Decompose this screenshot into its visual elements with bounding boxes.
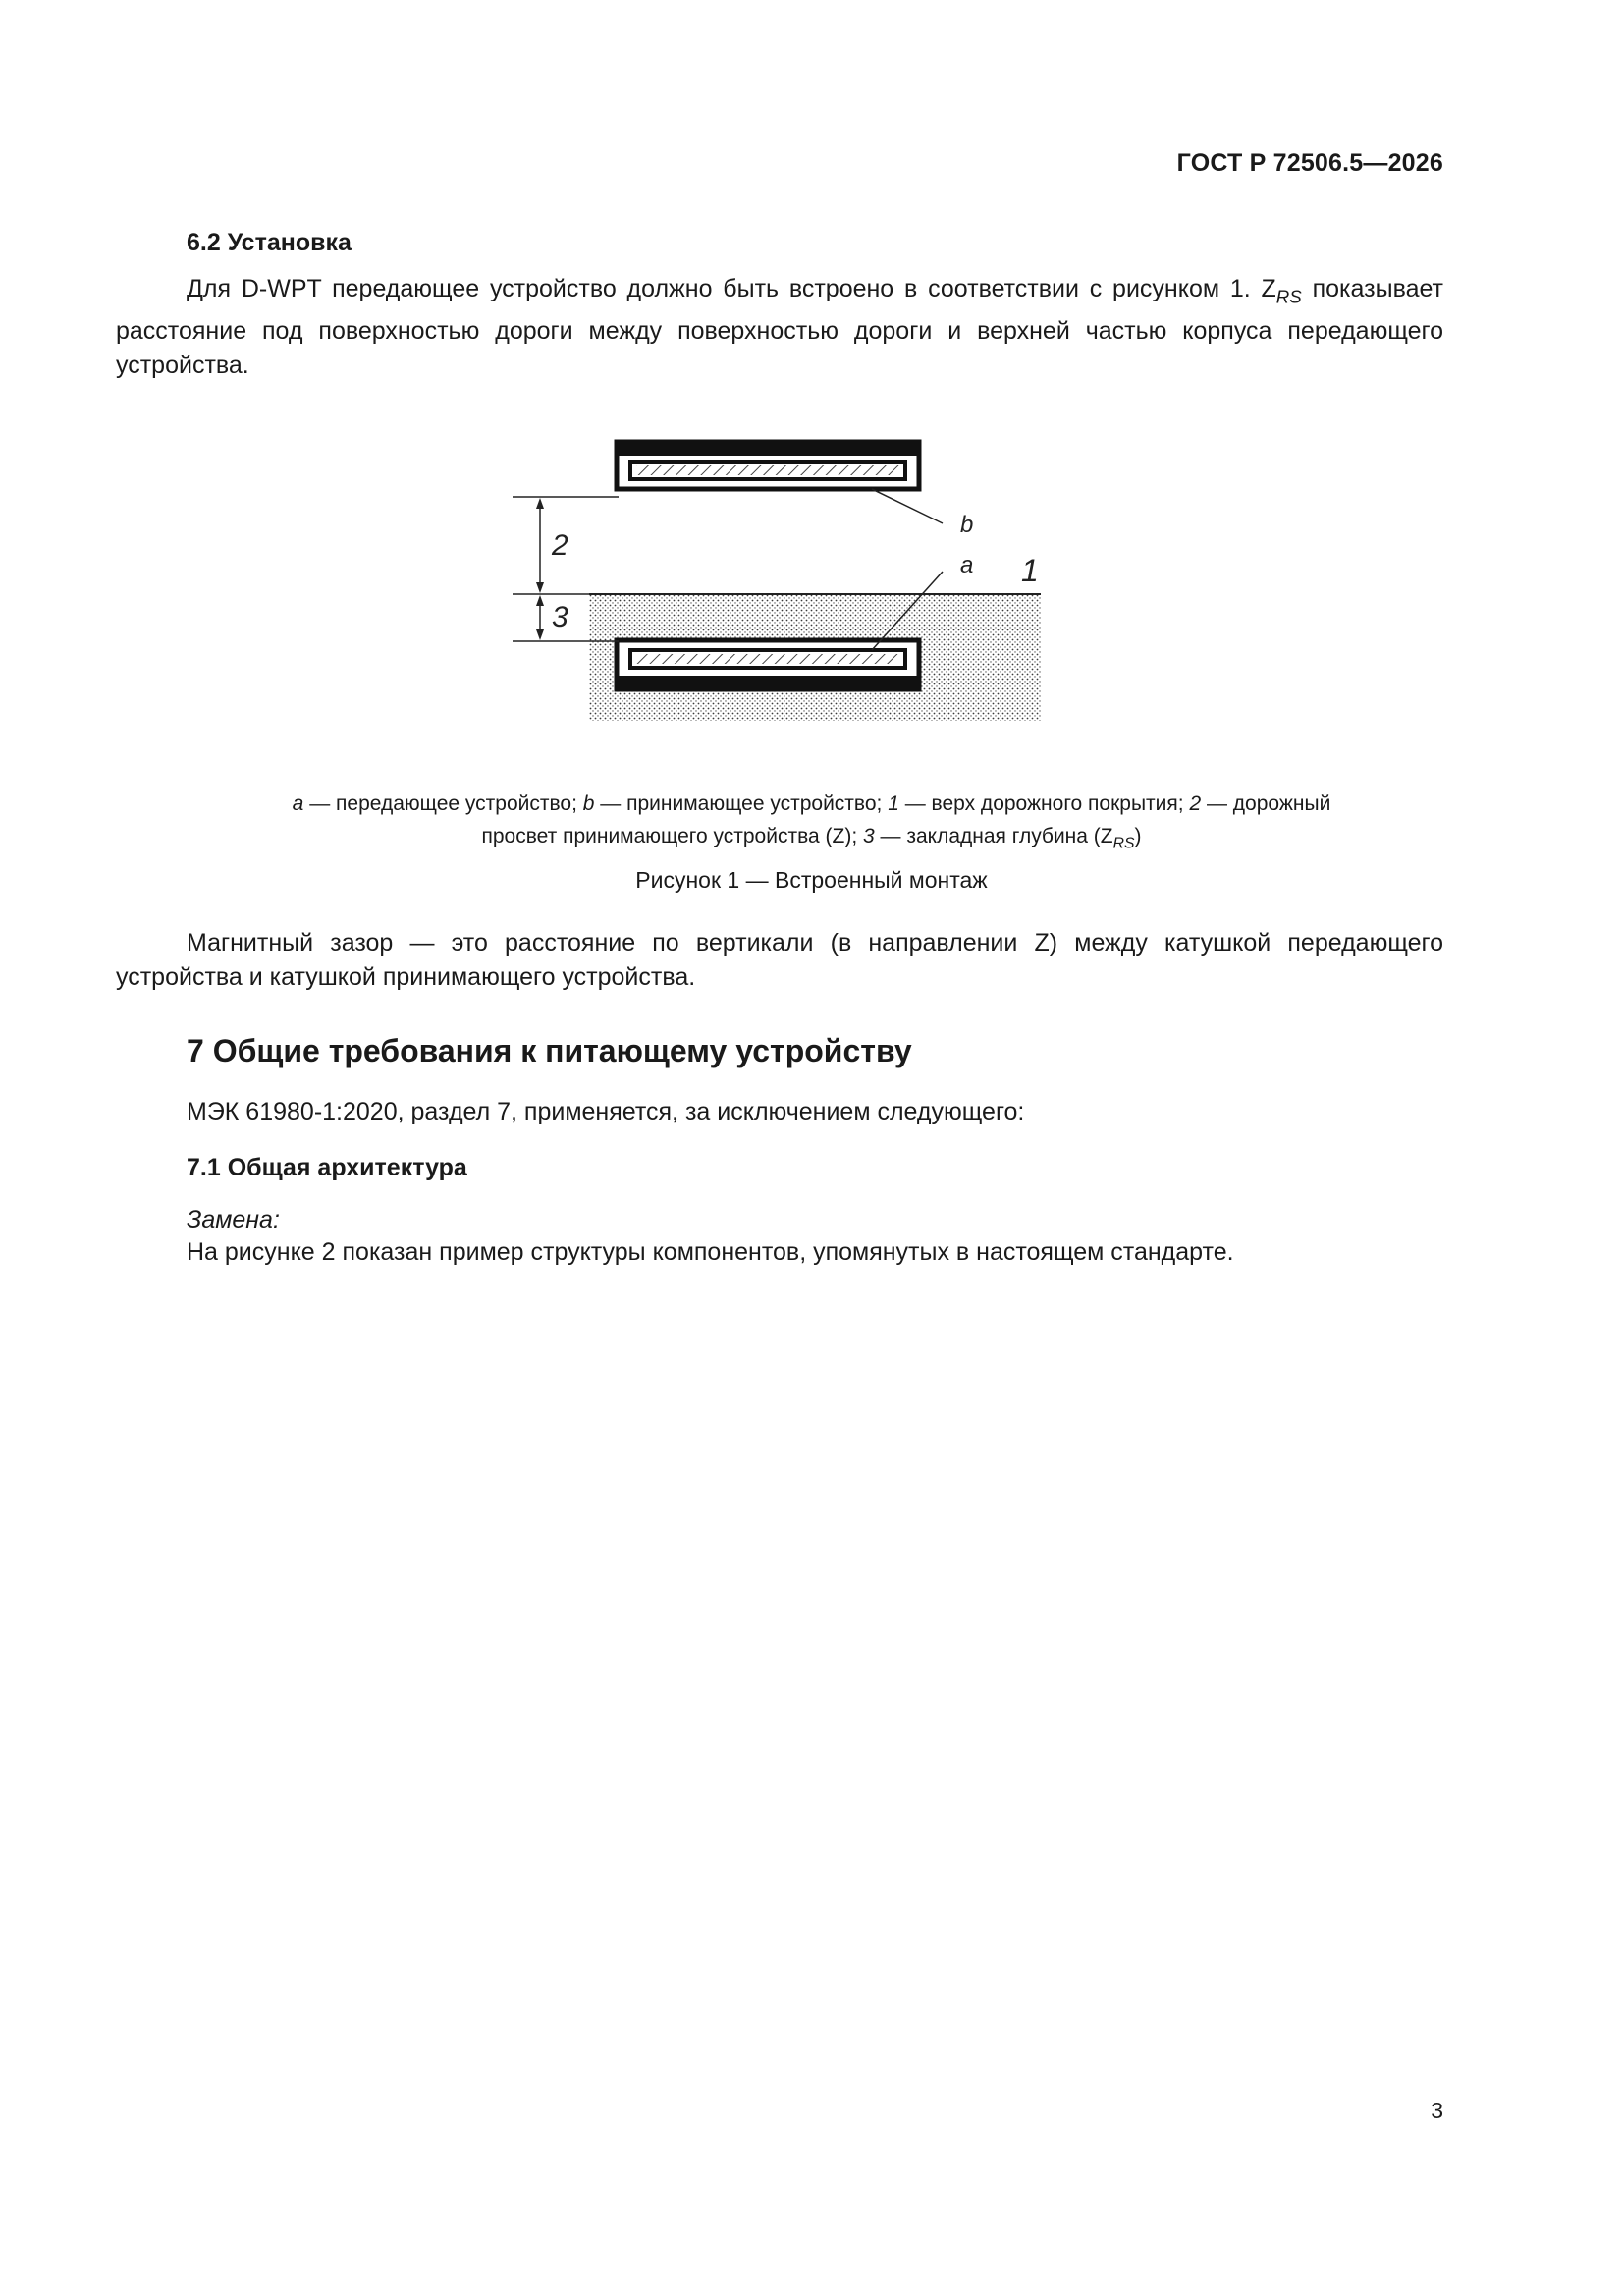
legend-text-a: — передающее устройство; (303, 793, 583, 815)
label-3: 3 (552, 601, 568, 633)
label-b: b (960, 512, 974, 538)
figure-legend-line-1 (0, 788, 1623, 820)
legend-text-2: — дорожный (1201, 793, 1331, 815)
legend-text-1: — верх дорожного покрытия; (898, 793, 1190, 815)
dimension-arrow-3 (536, 595, 544, 640)
installation-text-part2: показывает расстояние под поверхностью дороги между поверхностью дороги и верхней частью корпуса передающего устройства. (116, 275, 1443, 379)
legend-key-3: 3 (862, 825, 875, 847)
legend-key-1: 1 (888, 793, 899, 815)
label-1: 1 (1021, 553, 1039, 588)
page-number: 3 (1431, 2098, 1443, 2123)
section-heading-6-2: 6.2 Установка (187, 229, 352, 256)
legend-zrs-subscript: RS (1112, 835, 1135, 852)
label-a: a (960, 552, 974, 578)
legend-key-2: 2 (1189, 793, 1202, 815)
magnetic-gap-paragraph (116, 926, 1443, 995)
zrs-subscript: RS (1275, 286, 1302, 307)
legend-text-3-end: ) (1134, 825, 1142, 847)
legend-key-b: b (582, 793, 595, 815)
legend-text-b: — принимающее устройство; (594, 793, 889, 815)
figure-caption: Рисунок 1 — Встроенный монтаж (635, 867, 988, 893)
figure-legend-line-2 (0, 820, 1623, 860)
document-code: ГОСТ Р 72506.5—2026 (1176, 149, 1443, 177)
figure-1-diagram (491, 422, 1080, 727)
legend-text-3: — закладная глубина (Z (874, 825, 1113, 847)
receiver-device (615, 440, 921, 491)
legend-text-2b: просвет принимающего устройства (Z); (481, 825, 863, 847)
replacement-text: На рисунке 2 показан пример структуры компонентов, упомянутых в настоящем стандарте. (187, 1238, 1234, 1266)
legend-key-a: a (292, 793, 304, 815)
label-2: 2 (552, 529, 568, 562)
installation-text-part1: Для D-WPT передающее устройство должно быть встроено в соответствии с рисунком 1. Z (187, 275, 1276, 302)
magnetic-gap-text: Магнитный зазор — это расстояние по вертикали (в направлении Z) между катушкой передающего устройства и катушкой принимающего устройства. (116, 929, 1443, 991)
section-heading-7: 7 Общие требования к питающему устройству (187, 1033, 912, 1068)
dimension-arrow-2 (536, 498, 544, 593)
leader-line-b (872, 489, 943, 523)
replacement-label: Замена: (187, 1206, 280, 1233)
installation-paragraph (116, 272, 1443, 383)
section-heading-7-1: 7.1 Общая архитектура (187, 1154, 467, 1181)
section-7-intro: МЭК 61980-1:2020, раздел 7, применяется, за исключением следующего: (187, 1098, 1025, 1125)
